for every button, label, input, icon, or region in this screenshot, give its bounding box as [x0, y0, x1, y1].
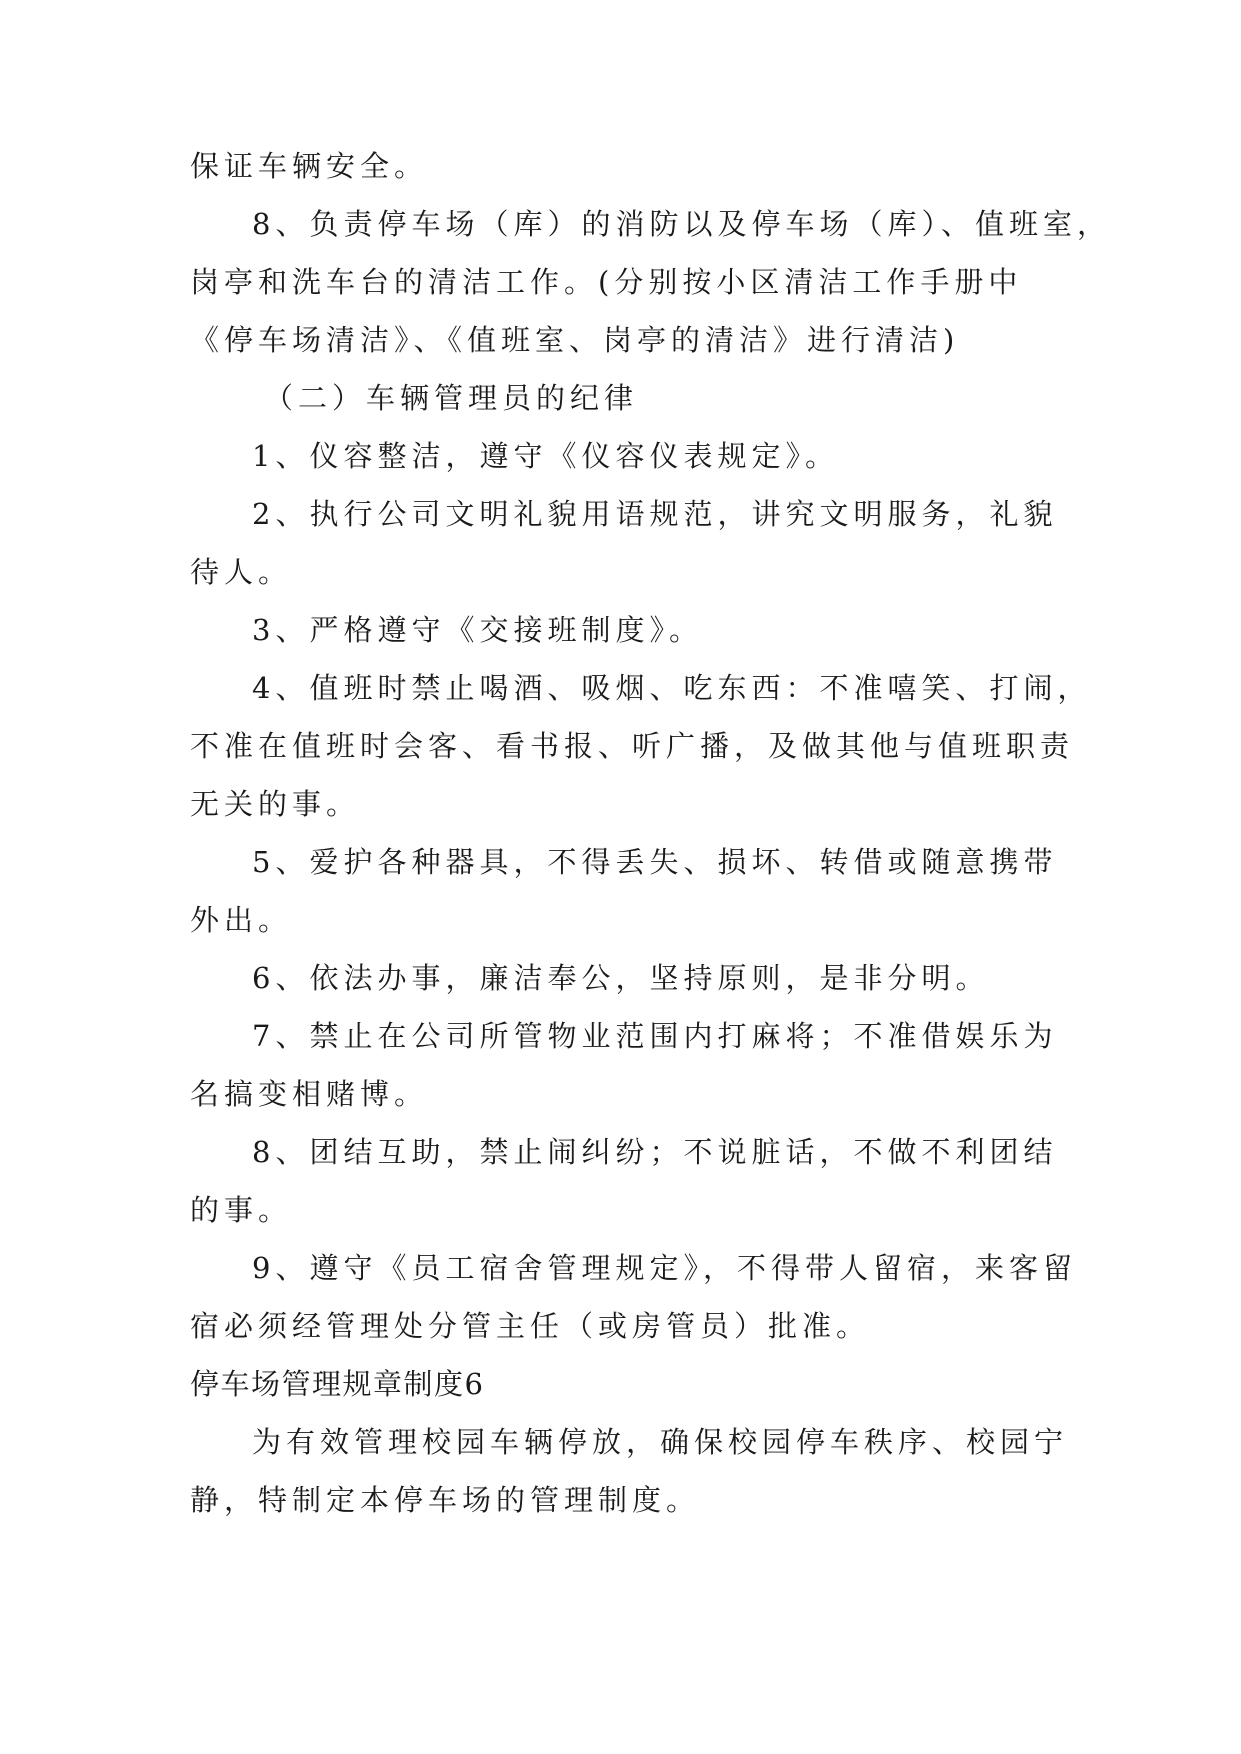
paragraph-line: 7、禁止在公司所管物业范围内打麻将；不准借娱乐为: [252, 1019, 1058, 1053]
paragraph-line: 无关的事。: [190, 787, 361, 821]
paragraph-line: 2、执行公司文明礼貌用语规范，讲究文明服务，礼貌: [252, 497, 1058, 531]
paragraph-line: 静，特制定本停车场的管理制度。: [190, 1483, 701, 1517]
paragraph-line: 名搞变相赌博。: [190, 1077, 429, 1111]
paragraph-line: 的事。: [190, 1193, 293, 1227]
paragraph-line: 宿必须经管理处分管主任（或房管员）批准。: [190, 1309, 871, 1343]
paragraph-line: 保证车辆安全。: [190, 149, 429, 183]
paragraph-line: 8、负责停车场（库）的消防以及停车场（库）、值班室，: [252, 207, 1111, 241]
paragraph-line: 5、爱护各种器具，不得丢失、损坏、转借或随意携带: [252, 845, 1058, 879]
document-heading: 停车场管理规章制度6: [190, 1367, 485, 1401]
paragraph-line: 3、严格遵守《交接班制度》。: [252, 613, 703, 647]
paragraph-line: 《停车场清洁》、《值班室、岗亭的清洁》进行清洁): [190, 323, 960, 357]
paragraph-line: 8、团结互助，禁止闹纠纷；不说脏话，不做不利团结: [252, 1135, 1058, 1169]
paragraph-line: 为有效管理校园车辆停放，确保校园停车秩序、校园宁: [252, 1425, 1069, 1459]
paragraph-line: 待人。: [190, 555, 293, 589]
paragraph-line: 6、依法办事，廉洁奉公，坚持原则，是非分明。: [252, 961, 990, 995]
paragraph-line: 不准在值班时会客、看书报、听广播，及做其他与值班职责: [190, 729, 1075, 763]
paragraph-line: 1、仪容整洁，遵守《仪容仪表规定》。: [252, 439, 839, 473]
paragraph-line: 4、值班时禁止喝酒、吸烟、吃东西：不准嘻笑、打闹，: [252, 671, 1092, 705]
paragraph-line: 9、遵守《员工宿舍管理规定》，不得带人留宿，来客留: [252, 1251, 1077, 1285]
paragraph-line: 外出。: [190, 903, 293, 937]
section-heading: （二）车辆管理员的纪律: [264, 381, 639, 415]
paragraph-line: 岗亭和洗车台的清洁工作。(分别按小区清洁工作手册中: [190, 265, 1023, 299]
